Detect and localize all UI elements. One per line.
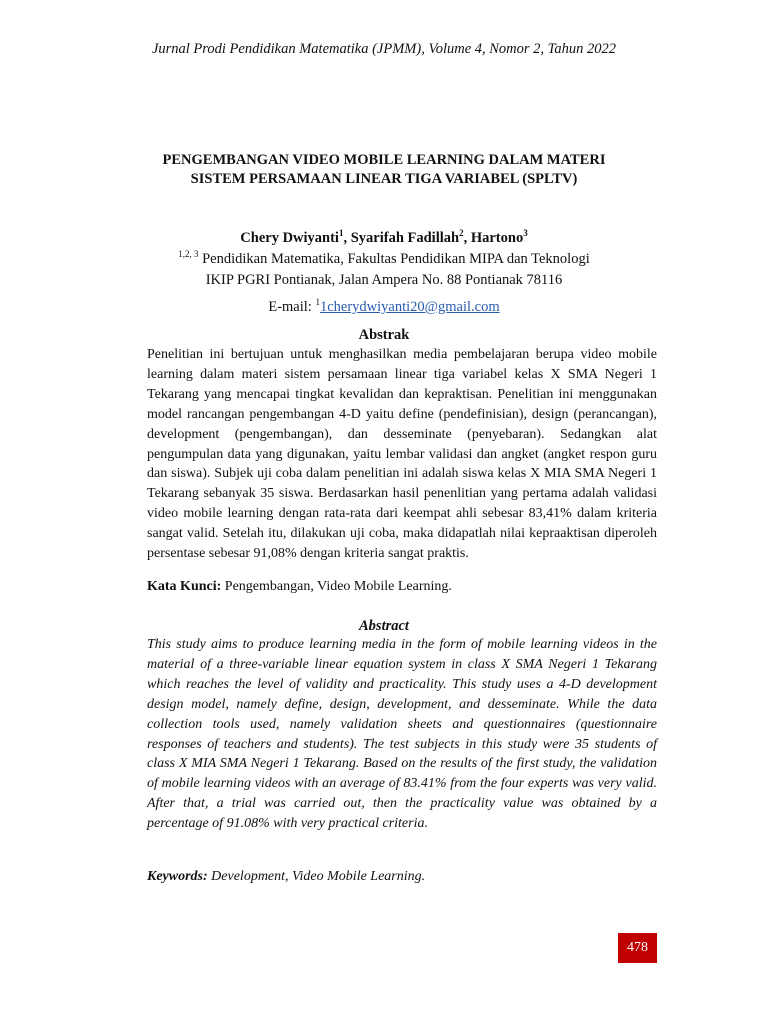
journal-header: Jurnal Prodi Pendidikan Matematika (JPMM), Volume 4, Nomor 2, Tahun 2022: [151, 41, 617, 57]
keywords: [147, 869, 657, 885]
affiliation-text: Pendidikan Matematika, Fakultas Pendidikan MIPA dan Teknologi: [202, 250, 590, 267]
author-sup: 1: [338, 228, 344, 238]
abstract-heading: Abstract: [359, 618, 409, 634]
email-sup: 1: [315, 296, 320, 307]
kata-kunci-label: Kata Kunci:: [147, 579, 222, 594]
page-number: 478: [618, 933, 657, 963]
kata-kunci-value: Pengembangan, Video Mobile Learning.: [224, 579, 452, 594]
email-link[interactable]: 1cherydwiyanti20@gmail.com: [319, 298, 500, 315]
keywords-value: Development, Video Mobile Learning.: [211, 869, 426, 884]
affiliation: [0, 244, 768, 318]
author-sup: 2: [459, 228, 464, 238]
abstrak-heading: Abstrak: [358, 327, 410, 343]
keywords-label: Keywords:: [147, 869, 208, 884]
title-line-2: SISTEM PERSAMAAN LINEAR TIGA VARIABEL (SPLTV): [190, 171, 578, 187]
author-name: Syarifah Fadillah: [350, 229, 460, 246]
abstract-body: This study aims to produce learning media in the form of mobile learning videos in the material of a three-variable linear equation system in class X SMA Negeri 1 Tekarang which reaches the level of validity and practicality. This study uses a 4-D development design model, namely define, design, development, and desseminate. While the data collection tools used, namely validation sheets and questionnaires (questionnaire responses of teachers and students). The test subjects in this study were 35 students of class X MIA SMA Negeri 1 Tekarang. Based on the results of the first study, the validation of mobile learning videos with an average of 83.41% from the four experts was very valid. After that, a trial was carried out, then the practicality value was obtained by a percentage of 91.08% with very practical criteria.: [147, 637, 657, 832]
author-name: Hartono: [470, 229, 524, 246]
author-name: Chery Dwiyanti: [240, 229, 339, 246]
paper-title: [100, 151, 668, 189]
affiliation-sup: 1,2, 3: [178, 249, 199, 259]
author-sup: 3: [523, 228, 528, 238]
affiliation-line-1: [0, 244, 768, 270]
author-list: Chery Dwiyanti$^1$, Syarifah Fadillah$^2$, Hartono$^3$: [240, 228, 528, 246]
affiliation-line-2: IKIP PGRI Pontianak, Jalan Ampera No. 88 Pontianak 78116: [205, 272, 563, 289]
kata-kunci: [147, 579, 657, 595]
abstrak-body: Penelitian ini bertujuan untuk menghasilkan media pembelajaran berupa video mobile learning dalam materi sistem persamaan linear tiga variabel kelas X SMA Negeri 1 Tekarang yang mencapai tingkat kevalidan dan kepraktisan. Penelitian ini menggunakan model rancangan pengembangan 4-D yaitu define (pendefinisian), design (perancangan), development (pengembangan), dan desseminate (penyebaran). Sedangkan alat pengumpulan data yang digunakan, yaitu lembar validasi dan angket (angket respon guru dan siswa). Subjek uji coba dalam penelitian ini adalah siswa kelas X MIA SMA Negeri 1 Tekarang sebanyak 35 siswa. Berdasarkan hasil penenlitian yang pertama adalah validasi video mobile learning dengan rata-rata dari keempat ahli sebesar 83,41% dalam kriteria sangat valid. Setelah itu, dilakukan uji coba, maka didapatlah nilai kepraaktisan diperoleh persentase sebesar 91,08% dengan kriteria sangat praktis.: [147, 347, 657, 562]
email-label: E-mail:: [268, 298, 312, 315]
email-line: [0, 292, 768, 318]
title-line-1: PENGEMBANGAN VIDEO MOBILE LEARNING DALAM MATERI: [162, 152, 606, 168]
